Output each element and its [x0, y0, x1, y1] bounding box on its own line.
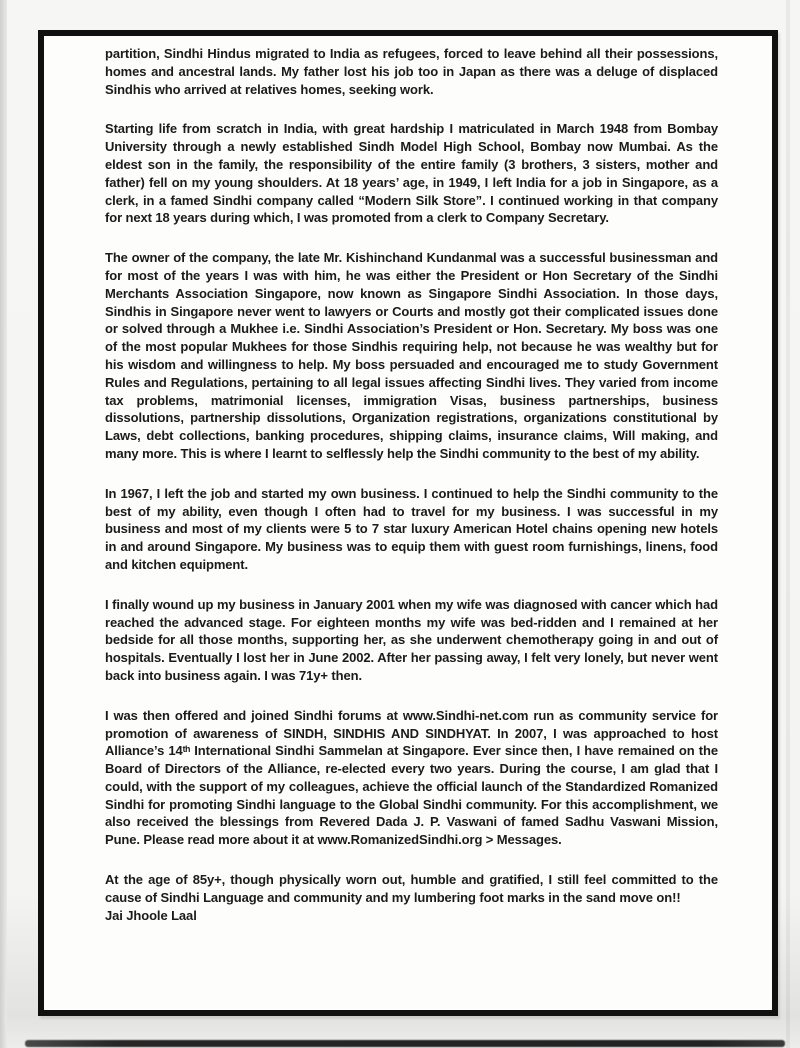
page-border-frame	[38, 30, 778, 1016]
paragraph-1: partition, Sindhi Hindus migrated to India as refugees, forced to leave behind all their possessions, homes and ancestral lands. My father lost his job too in Japan as there was a deluge of displaced Sindhis who arrived at relatives homes, seeking work.	[105, 46, 718, 97]
signoff-line: Jai Jhoole Laal	[105, 907, 197, 923]
paragraph-3: The owner of the company, the late Mr. Kishinchand Kundanmal was a successful businessman and for most of the years I was with him, he was either the President or Hon Secretary of the Sindhi Merchants Association Singapore, now known as Singapore Sindhi Association. In those days, Sindhis in Singapore never went to lawyers or Courts and mostly got their complicated issues done or solved through a Mukhee i.e. Sindhi Association’s President or Hon. Secretary. My boss was one of the most popular Mukhees for those Sindhis requiring help, not because he was wealthy but for his wisdom and willingness to help. My boss persuaded and encouraged me to study Government Rules and Regulations, pertaining to all legal issues affecting Sindhi lives. They varied from income tax problems, matrimonial licenses, immigration Visas, business partnerships, business dissolutions, partnership dissolutions, Organization registrations, organizations constitutional by Laws, debt collections, banking procedures, shipping claims, insurance claims, Will making, and many more. This is where I learnt to selflessly help the Sindhi community to the best of my ability.	[105, 250, 718, 461]
paragraph-4: In 1967, I left the job and started my own business. I continued to help the Sindhi community to the best of my ability, even though I often had to travel for my business. I was successful in my business and most of my clients were 5 to 7 star luxury American Hotel chains opening new hotels in and around Singapore. My business was to equip them with guest room furnishings, linens, food and kitchen equipment.	[105, 485, 718, 572]
paragraph-2: Starting life from scratch in India, with great hardship I matriculated in March 1948 from Bombay University through a newly established Sindh Model High School, Bombay now Mumbai. As the eldest son in the family, the responsibility of the entire family (3 brothers, 3 sisters, mother and father) fell on my young shoulders. At 18 years’ age, in 1949, I left India for a job in Singapore, as a clerk, in a famed Sindhi company called “Modern Silk Store”. I continued working in that company for next 18 years during which, I was promoted from a clerk to Company Secretary.	[105, 121, 718, 226]
scan-artifact-bottom-band	[25, 1040, 785, 1047]
document-body-text	[44, 36, 772, 924]
paragraph-7: At the age of 85y+, though physically worn out, humble and gratified, I still feel committed to the cause of Sindhi Language and community and my lumbering foot marks in the sand move on!!	[105, 872, 718, 905]
scan-artifact-left-edge	[0, 0, 7, 1048]
scan-artifact-right-edge	[786, 0, 790, 1048]
paragraph-5: I finally wound up my business in January 2001 when my wife was diagnosed with cancer which had reached the advanced stage. For eighteen months my wife was bed-ridden and I remained at her bedside for all those months, supporting her, as she underwent chemotherapy going in and out of hospitals. Eventually I lost her in June 2002. After her passing away, I felt very lonely, but never went back into business again. I was 71y+ then.	[105, 596, 718, 683]
paragraph-6: I was then offered and joined Sindhi forums at www.Sindhi-net.com run as community service for promotion of awareness of SINDH, SINDHIS AND SINDHYAT. In 2007, I was approached to host Alliance’s 14ᵗʰ International Sindhi Sammelan at Singapore. Ever since then, I have remained on the Board of Directors of the Alliance, re-elected every two years. During the course, I am glad that I could, with the support of my colleagues, achieve the official launch of the Standardized Romanized Sindhi for promoting Sindhi language to the Global Sindhi community. For this accomplishment, we also received the blessings from Revered Dada J. P. Vaswani of famed Sadhu Vaswani Mission, Pune. Please read more about it at www.RomanizedSindhi.org > Messages.	[105, 707, 718, 848]
